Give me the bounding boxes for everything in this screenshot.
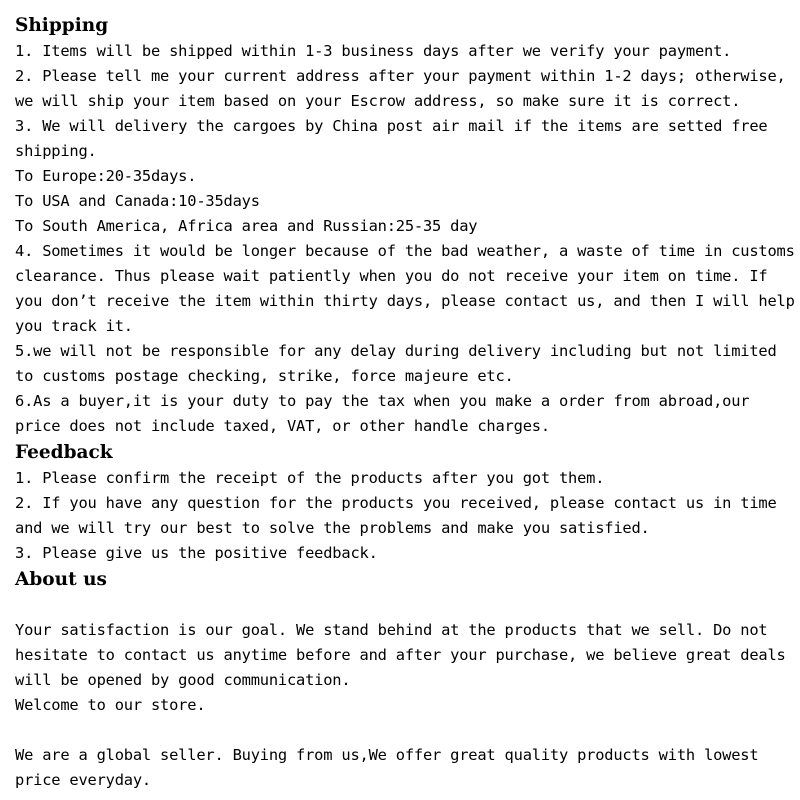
shipping-line: 6.As a buyer,it is your duty to pay the tax when you make a order from abroad,our xyxy=(15,392,750,410)
about-line: will be opened by good communication. xyxy=(15,671,351,689)
shipping-line: To Europe:20-35days. xyxy=(15,167,197,185)
feedback-line: 2. If you have any question for the products you received, please contact us in time xyxy=(15,494,777,512)
shipping-line: clearance. Thus please wait patiently when you do not receive your item on time. If xyxy=(15,267,768,285)
about-line: Your satisfaction is our goal. We stand behind at the products that we sell. Do not xyxy=(15,621,768,639)
shipping-line: 2. Please tell me your current address after your payment within 1-2 days; otherwise, xyxy=(15,67,786,85)
shipping-line: To USA and Canada:10-35days xyxy=(15,192,260,210)
shipping-line: 5.we will not be responsible for any delay during delivery including but not limited xyxy=(15,342,777,360)
policy-document xyxy=(15,12,795,793)
shipping-line: 4. Sometimes it would be longer because of the bad weather, a waste of time in customs xyxy=(15,242,795,260)
feedback-section xyxy=(15,466,795,566)
about-line: price everyday. xyxy=(15,771,151,789)
about-section xyxy=(15,593,795,793)
about-line: hesitate to contact us anytime before and after your purchase, we believe great deals xyxy=(15,646,786,664)
shipping-line: 3. We will delivery the cargoes by China post air mail if the items are setted free xyxy=(15,117,768,135)
feedback-line: and we will try our best to solve the problems and make you satisfied. xyxy=(15,519,650,537)
blank-line xyxy=(15,718,795,743)
shipping-line: shipping. xyxy=(15,142,97,160)
shipping-heading: Shipping xyxy=(15,15,109,36)
shipping-line: To South America, Africa area and Russian:25-35 day xyxy=(15,217,478,235)
about-line: We are a global seller. Buying from us,We offer great quality products with lowest xyxy=(15,746,759,764)
shipping-line: we will ship your item based on your Escrow address, so make sure it is correct. xyxy=(15,92,741,110)
shipping-line: you track it. xyxy=(15,317,133,335)
shipping-line: to customs postage checking, strike, force majeure etc. xyxy=(15,367,514,385)
feedback-line: 3. Please give us the positive feedback. xyxy=(15,544,378,562)
blank-line xyxy=(15,593,795,618)
feedback-heading: Feedback xyxy=(15,442,113,463)
shipping-line: you don’t receive the item within thirty days, please contact us, and then I will help xyxy=(15,292,795,310)
about-line: Welcome to our store. xyxy=(15,696,206,714)
feedback-line: 1. Please confirm the receipt of the products after you got them. xyxy=(15,469,605,487)
about-heading: About us xyxy=(15,569,107,590)
shipping-line: price does not include taxed, VAT, or other handle charges. xyxy=(15,417,550,435)
shipping-line: 1. Items will be shipped within 1-3 business days after we verify your payment. xyxy=(15,42,732,60)
shipping-section xyxy=(15,39,795,439)
